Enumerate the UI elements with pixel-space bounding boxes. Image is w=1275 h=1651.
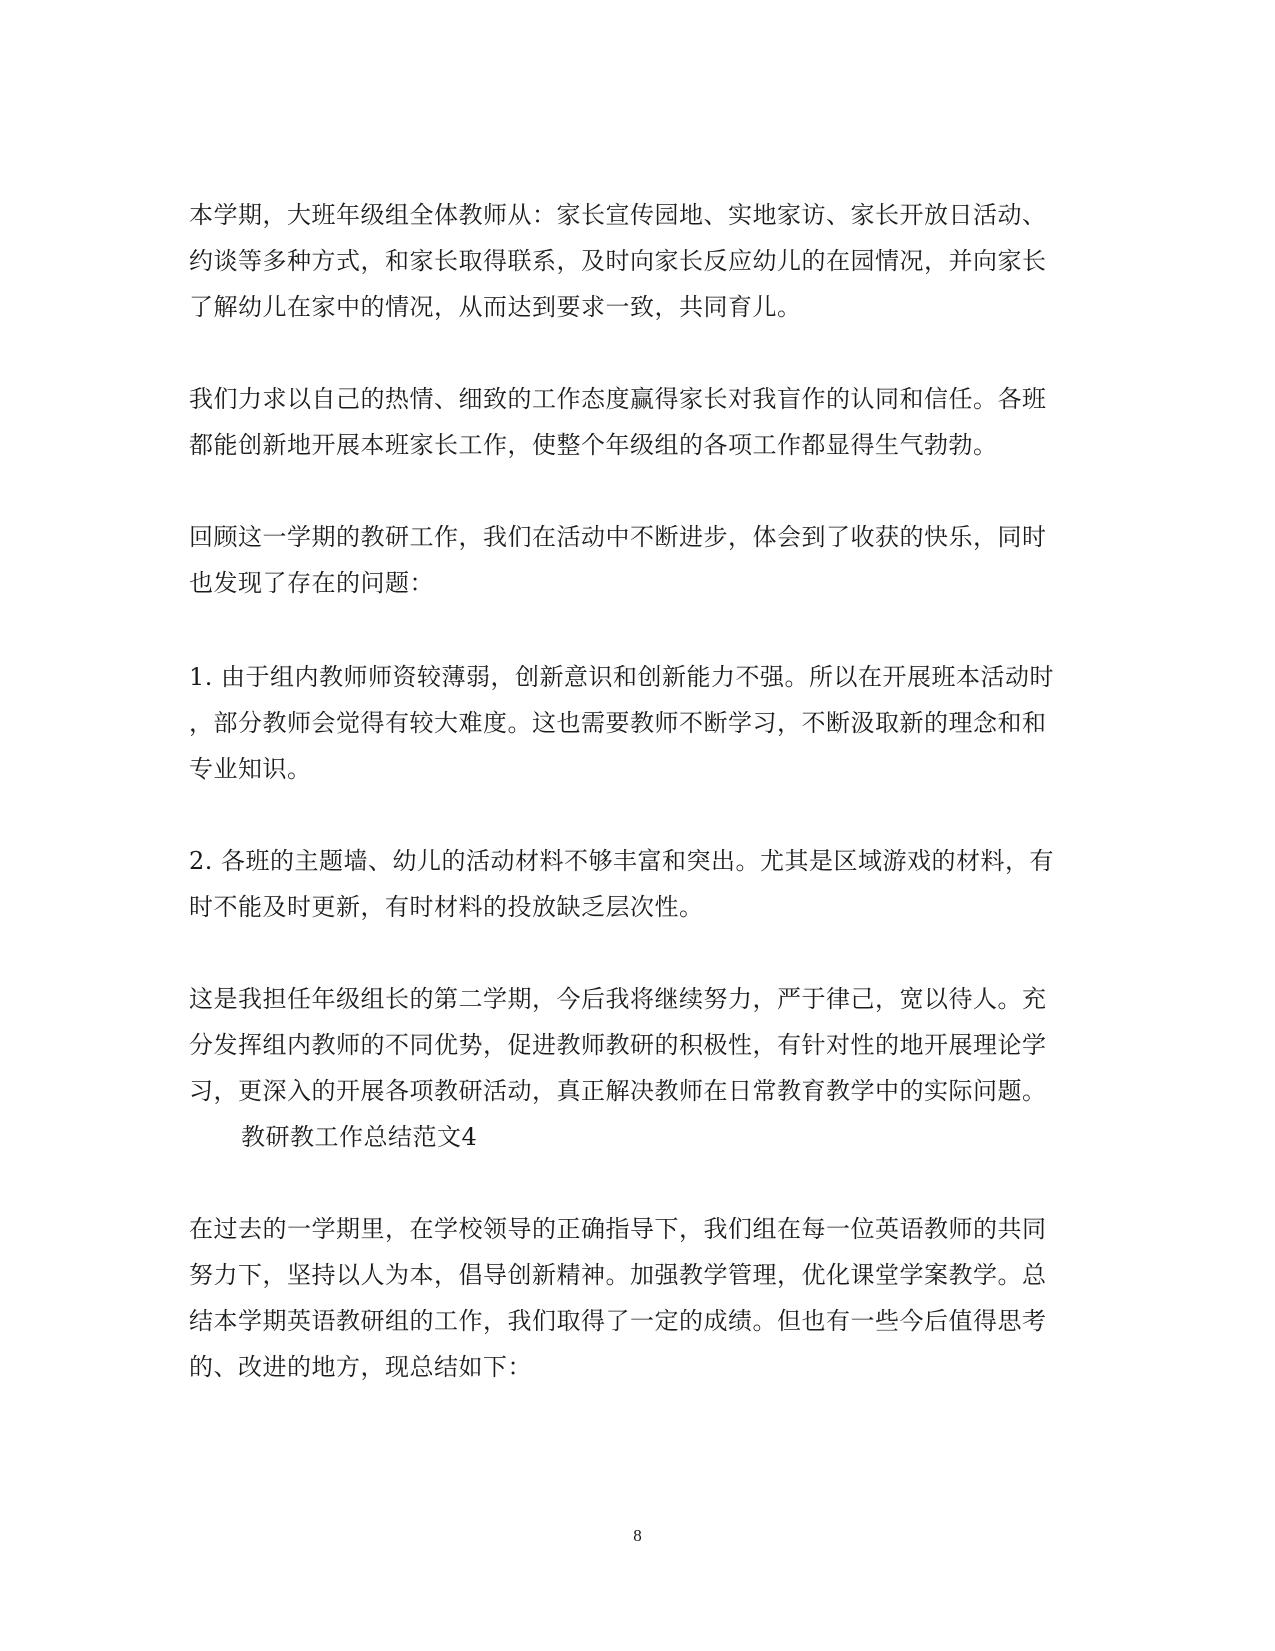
paragraph-1-line-1: 本学期，大班年级组全体教师从：家长宣传园地、实地家访、家长开放日活动、 xyxy=(189,201,1047,229)
paragraph-6-line-3: 习，更深入的开展各项教研活动，真正解决教师在日常教育教学中的实际问题。 xyxy=(189,1077,1047,1105)
paragraph-3-line-2: 也发现了存在的问题： xyxy=(189,569,434,597)
paragraph-6-line-1: 这是我担任年级组长的第二学期，今后我将继续努力，严于律己，宽以待人。充 xyxy=(189,985,1047,1013)
paragraph-4-line-3: 专业知识。 xyxy=(189,755,312,783)
page-number: 8 xyxy=(633,1526,642,1545)
paragraph-4-line-1: 1. 由于组内教师师资较薄弱，创新意识和创新能力不强。所以在开展班本活动时 xyxy=(189,663,1055,691)
paragraph-5-line-2: 时不能及时更新，有时材料的投放缺乏层次性。 xyxy=(189,893,704,921)
paragraph-1-line-2: 约谈等多种方式，和家长取得联系，及时向家长反应幼儿的在园情况，并向家长 xyxy=(189,247,1047,275)
paragraph-2-line-2: 都能创新地开展本班家长工作，使整个年级组的各项工作都显得生气勃勃。 xyxy=(189,431,998,459)
section-heading: 教研教工作总结范文4 xyxy=(241,1123,478,1151)
closing-paragraph-line-3: 结本学期英语教研组的工作，我们取得了一定的成绩。但也有一些今后值得思考 xyxy=(189,1307,1047,1335)
paragraph-3-line-1: 回顾这一学期的教研工作，我们在活动中不断进步，体会到了收获的快乐，同时 xyxy=(189,523,1047,551)
paragraph-5-line-1: 2. 各班的主题墙、幼儿的活动材料不够丰富和突出。尤其是区域游戏的材料，有 xyxy=(189,847,1055,875)
closing-paragraph-line-1: 在过去的一学期里，在学校领导的正确指导下，我们组在每一位英语教师的共同 xyxy=(189,1215,1047,1243)
closing-paragraph-line-4: 的、改进的地方，现总结如下： xyxy=(189,1353,532,1381)
paragraph-1-line-3: 了解幼儿在家中的情况，从而达到要求一致，共同育儿。 xyxy=(189,293,802,321)
paragraph-4-line-2: ，部分教师会觉得有较大难度。这也需要教师不断学习，不断汲取新的理念和和 xyxy=(189,709,1047,737)
paragraph-6-line-2: 分发挥组内教师的不同优势，促进教师教研的积极性，有针对性的地开展理论学 xyxy=(189,1031,1047,1059)
paragraph-2-line-1: 我们力求以自己的热情、细致的工作态度赢得家长对我盲作的认同和信任。各班 xyxy=(189,385,1047,413)
closing-paragraph-line-2: 努力下，坚持以人为本，倡导创新精神。加强教学管理，优化课堂学案教学。总 xyxy=(189,1261,1047,1289)
